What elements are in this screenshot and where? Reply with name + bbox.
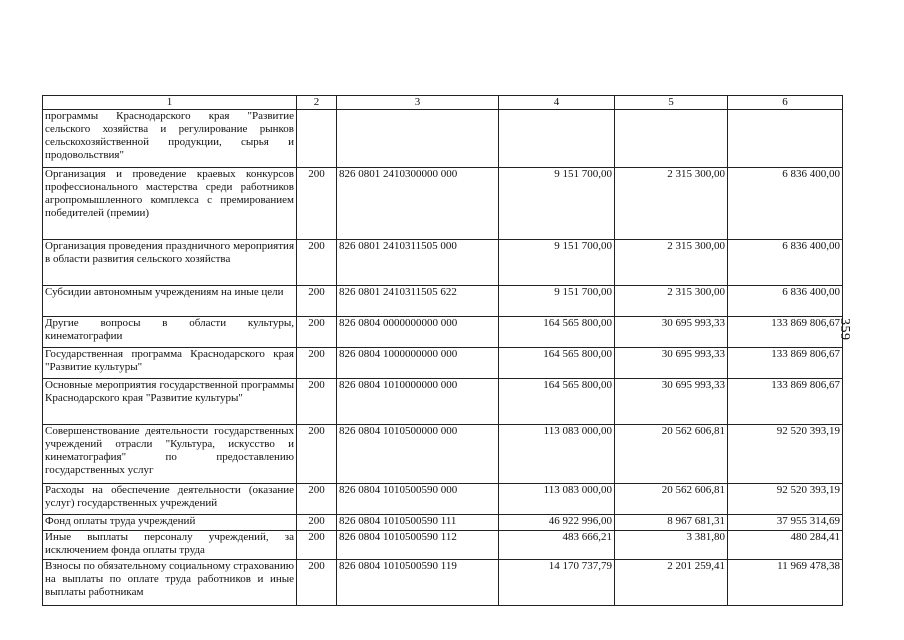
header-cell-4: 4 bbox=[499, 96, 615, 110]
header-cell-2: 2 bbox=[297, 96, 337, 110]
table-header-row bbox=[43, 96, 843, 110]
row-vr: 200 bbox=[297, 317, 337, 348]
table-row bbox=[43, 484, 843, 515]
row-amount-6: 92 520 393,19 bbox=[728, 425, 843, 484]
row-code: 826 0804 1010500590 112 bbox=[337, 531, 499, 560]
row-amount-4: 9 151 700,00 bbox=[499, 286, 615, 317]
budget-table bbox=[42, 95, 843, 606]
table-row bbox=[43, 240, 843, 286]
row-code: 826 0804 1010500590 119 bbox=[337, 560, 499, 606]
row-amount-4: 46 922 996,00 bbox=[499, 515, 615, 531]
table-row bbox=[43, 348, 843, 379]
row-amount-5: 2 201 259,41 bbox=[615, 560, 728, 606]
row-amount-4: 9 151 700,00 bbox=[499, 240, 615, 286]
row-code: 826 0804 1010500000 000 bbox=[337, 425, 499, 484]
row-vr: 200 bbox=[297, 560, 337, 606]
row-amount-5: 3 381,80 bbox=[615, 531, 728, 560]
row-name: Совершенствование деятельности государственных учреждений отрасли "Культура, искусство и кинематография" по предоставлению государственных услуг bbox=[43, 425, 297, 484]
row-code: 826 0804 1010000000 000 bbox=[337, 379, 499, 425]
row-vr: 200 bbox=[297, 168, 337, 240]
row-amount-6 bbox=[728, 110, 843, 168]
row-code bbox=[337, 110, 499, 168]
row-amount-6: 133 869 806,67 bbox=[728, 317, 843, 348]
row-amount-5: 2 315 300,00 bbox=[615, 286, 728, 317]
row-amount-6: 6 836 400,00 bbox=[728, 240, 843, 286]
row-name: Расходы на обеспечение деятельности (оказание услуг) государственных учреждений bbox=[43, 484, 297, 515]
table-row bbox=[43, 379, 843, 425]
row-amount-6: 133 869 806,67 bbox=[728, 379, 843, 425]
row-vr bbox=[297, 110, 337, 168]
row-amount-6: 92 520 393,19 bbox=[728, 484, 843, 515]
table-row bbox=[43, 531, 843, 560]
row-amount-4 bbox=[499, 110, 615, 168]
header-cell-3: 3 bbox=[337, 96, 499, 110]
row-name: Государственная программа Краснодарского края "Развитие культуры" bbox=[43, 348, 297, 379]
header-cell-1: 1 bbox=[43, 96, 297, 110]
row-name: Субсидии автономным учреждениям на иные цели bbox=[43, 286, 297, 317]
row-name: Организация и проведение краевых конкурсов профессионального мастерства среди работников агропромышленного комплекса с премированием победителей (премии) bbox=[43, 168, 297, 240]
row-name: Фонд оплаты труда учреждений bbox=[43, 515, 297, 531]
row-amount-5: 30 695 993,33 bbox=[615, 379, 728, 425]
table-row bbox=[43, 560, 843, 606]
table-row bbox=[43, 110, 843, 168]
row-amount-4: 483 666,21 bbox=[499, 531, 615, 560]
table-row bbox=[43, 286, 843, 317]
row-vr: 200 bbox=[297, 484, 337, 515]
row-name: Основные мероприятия государственной программы Краснодарского края "Развитие культуры" bbox=[43, 379, 297, 425]
row-amount-6: 37 955 314,69 bbox=[728, 515, 843, 531]
row-amount-5 bbox=[615, 110, 728, 168]
row-amount-6: 6 836 400,00 bbox=[728, 286, 843, 317]
row-amount-5: 2 315 300,00 bbox=[615, 240, 728, 286]
row-vr: 200 bbox=[297, 531, 337, 560]
row-vr: 200 bbox=[297, 425, 337, 484]
row-amount-6: 133 869 806,67 bbox=[728, 348, 843, 379]
table-row bbox=[43, 317, 843, 348]
row-name: программы Краснодарского края "Развитие сельского хозяйства и регулирование рынков сельскохозяйственной продукции, сырья и продовольствия" bbox=[43, 110, 297, 168]
row-amount-6: 6 836 400,00 bbox=[728, 168, 843, 240]
page-number: 359 bbox=[837, 318, 852, 341]
row-vr: 200 bbox=[297, 379, 337, 425]
row-amount-4: 164 565 800,00 bbox=[499, 379, 615, 425]
row-amount-5: 30 695 993,33 bbox=[615, 348, 728, 379]
row-amount-4: 9 151 700,00 bbox=[499, 168, 615, 240]
row-vr: 200 bbox=[297, 240, 337, 286]
row-name: Иные выплаты персоналу учреждений, за исключением фонда оплаты труда bbox=[43, 531, 297, 560]
header-cell-5: 5 bbox=[615, 96, 728, 110]
table-row bbox=[43, 515, 843, 531]
row-vr: 200 bbox=[297, 348, 337, 379]
row-amount-4: 164 565 800,00 bbox=[499, 348, 615, 379]
row-vr: 200 bbox=[297, 515, 337, 531]
row-amount-5: 20 562 606,81 bbox=[615, 484, 728, 515]
row-amount-4: 113 083 000,00 bbox=[499, 484, 615, 515]
row-code: 826 0801 2410300000 000 bbox=[337, 168, 499, 240]
row-amount-5: 30 695 993,33 bbox=[615, 317, 728, 348]
row-code: 826 0804 1010500590 111 bbox=[337, 515, 499, 531]
row-amount-6: 11 969 478,38 bbox=[728, 560, 843, 606]
table-row bbox=[43, 168, 843, 240]
table-row bbox=[43, 425, 843, 484]
row-amount-5: 20 562 606,81 bbox=[615, 425, 728, 484]
row-name: Взносы по обязательному социальному страхованию на выплаты по оплате труда работников и иные выплаты работникам bbox=[43, 560, 297, 606]
row-code: 826 0804 0000000000 000 bbox=[337, 317, 499, 348]
row-vr: 200 bbox=[297, 286, 337, 317]
row-name: Другие вопросы в области культуры, кинематографии bbox=[43, 317, 297, 348]
row-code: 826 0804 1000000000 000 bbox=[337, 348, 499, 379]
row-amount-4: 164 565 800,00 bbox=[499, 317, 615, 348]
row-name: Организация проведения праздничного мероприятия в области развития сельского хозяйства bbox=[43, 240, 297, 286]
row-amount-6: 480 284,41 bbox=[728, 531, 843, 560]
row-code: 826 0804 1010500590 000 bbox=[337, 484, 499, 515]
header-cell-6: 6 bbox=[728, 96, 843, 110]
row-amount-5: 8 967 681,31 bbox=[615, 515, 728, 531]
row-amount-4: 113 083 000,00 bbox=[499, 425, 615, 484]
row-amount-5: 2 315 300,00 bbox=[615, 168, 728, 240]
row-code: 826 0801 2410311505 000 bbox=[337, 240, 499, 286]
row-code: 826 0801 2410311505 622 bbox=[337, 286, 499, 317]
row-amount-4: 14 170 737,79 bbox=[499, 560, 615, 606]
